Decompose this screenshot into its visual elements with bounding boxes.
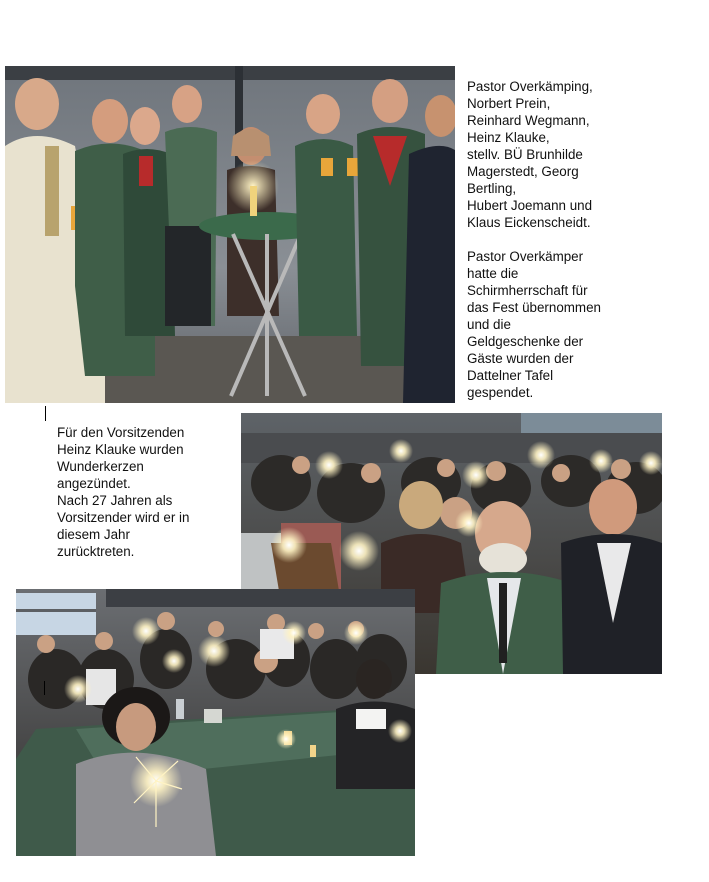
caption-names-text: Pastor Overkämping, Norbert Prein, Reinhard Wegmann, Heinz Klauke, stellv. BÜ Brunhilde Magerstedt, Georg Bertling, Hubert Joemann und Klaus Eickenscheidt.	[467, 79, 593, 230]
text-cursor-mark	[45, 406, 46, 421]
caption-sparklers	[57, 424, 237, 560]
caption-note-text: Pastor Overkämper hatte die Schirmherrschaft für das Fest übernommen und die Geldgeschenke der Gäste wurden der Dattelner Tafel gespendet.	[467, 249, 601, 400]
caption-sparklers-text: Für den Vorsitzenden Heinz Klauke wurden Wunderkerzen angezündet. Nach 27 Jahren als Vorsitzender wird er in diesem Jahr zurücktreten.	[57, 425, 190, 559]
photo-group-toast	[5, 66, 455, 403]
caption-names	[467, 78, 707, 401]
photo-table-sparkler	[16, 589, 415, 856]
